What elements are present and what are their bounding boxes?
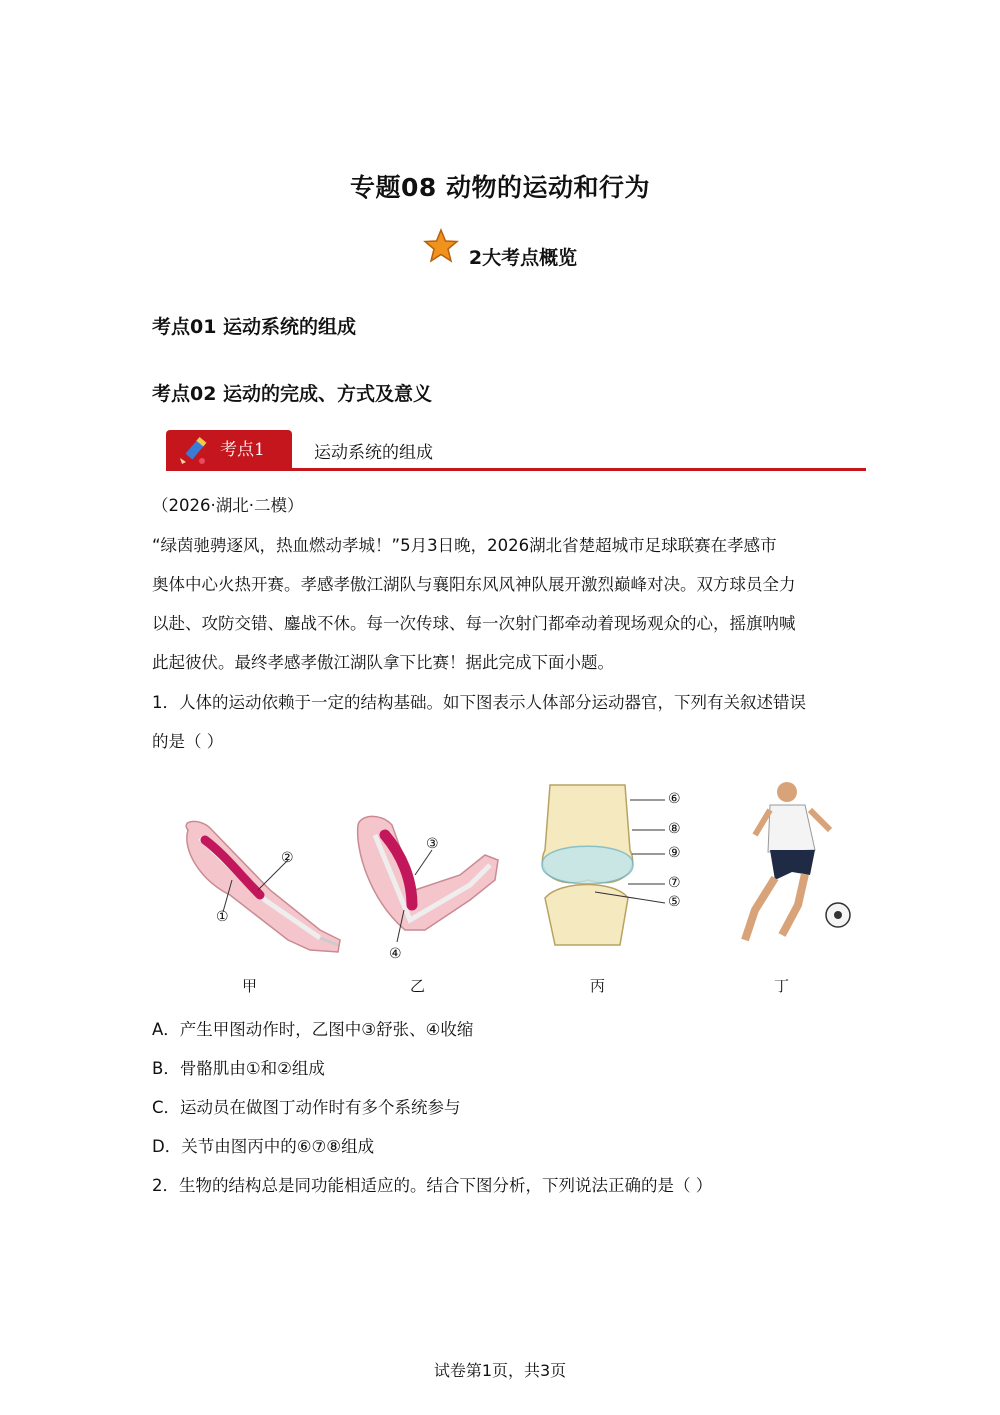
marker-6: ⑥ — [668, 791, 681, 807]
marker-9: ⑨ — [668, 845, 681, 861]
option-b: B．骨骼肌由①和②组成 — [152, 1059, 325, 1078]
soccer-player-illustration — [745, 782, 850, 940]
question-1-figure — [170, 780, 860, 1000]
overview-label: 2大考点概览 — [468, 246, 578, 269]
option-d: D．关节由图丙中的⑥⑦⑧组成 — [152, 1137, 375, 1156]
marker-2: ② — [281, 850, 294, 866]
figure-illustrations — [170, 780, 860, 975]
point-item-1: 考点01 运动系统的组成 — [152, 316, 357, 338]
overview-heading — [0, 228, 1000, 269]
section-banner — [166, 428, 866, 472]
page-footer: 试卷第1页，共3页 — [433, 1361, 567, 1380]
figure-label-yi: 乙 — [410, 977, 426, 995]
point-item-2: 考点02 运动的完成、方式及意义 — [152, 383, 433, 405]
passage-line-1: “绿茵驰骋逐风，热血燃动孝城！”5月3日晚，2026湖北省楚超城市足球联赛在孝感市 — [152, 536, 777, 555]
question-1-stem: 1．人体的运动依赖于一定的结构基础。如下图表示人体部分运动器官，下列有关叙述错误 — [152, 693, 806, 712]
figure-label-jia: 甲 — [242, 977, 258, 995]
arm-extended-illustration — [186, 821, 340, 952]
figure-label-ding: 丁 — [774, 977, 790, 995]
figure-label-bing: 丙 — [590, 977, 606, 995]
passage-line-3: 以赴、攻防交错、鏖战不休。每一次传球、每一次射门都牵动着现场观众的心，摇旗呐喊 — [152, 614, 796, 633]
section-tag-label: 考点1 — [220, 440, 265, 460]
section-underline — [166, 468, 866, 471]
marker-5: ⑤ — [668, 894, 681, 910]
passage-line-4: 此起彼伏。最终孝感孝傲江湖队拿下比赛！据此完成下面小题。 — [152, 653, 614, 672]
section-tag — [166, 430, 292, 470]
knee-joint-illustration — [542, 785, 665, 945]
source-note: （2026·湖北·二模） — [152, 496, 304, 515]
star-icon — [423, 228, 459, 264]
pencil-icon — [176, 434, 210, 468]
section-title: 运动系统的组成 — [314, 443, 433, 463]
question-2-stem: 2．生物的结构总是同功能相适应的。结合下图分析，下列说法正确的是（ ） — [152, 1176, 713, 1195]
page-title: 专题08 动物的运动和行为 — [350, 173, 650, 202]
passage-line-2: 奥体中心火热开赛。孝感孝傲江湖队与襄阳东风风神队展开激烈巅峰对决。双方球员全力 — [152, 575, 796, 594]
option-a: A．产生甲图动作时，乙图中③舒张、④收缩 — [152, 1020, 474, 1039]
option-c: C．运动员在做图丁动作时有多个系统参与 — [152, 1098, 461, 1117]
marker-4: ④ — [389, 946, 402, 962]
marker-8: ⑧ — [668, 821, 681, 837]
question-1-stem-cont: 的是（ ） — [152, 732, 224, 751]
marker-1: ① — [216, 909, 229, 925]
marker-7: ⑦ — [668, 875, 681, 891]
marker-3: ③ — [426, 836, 439, 852]
